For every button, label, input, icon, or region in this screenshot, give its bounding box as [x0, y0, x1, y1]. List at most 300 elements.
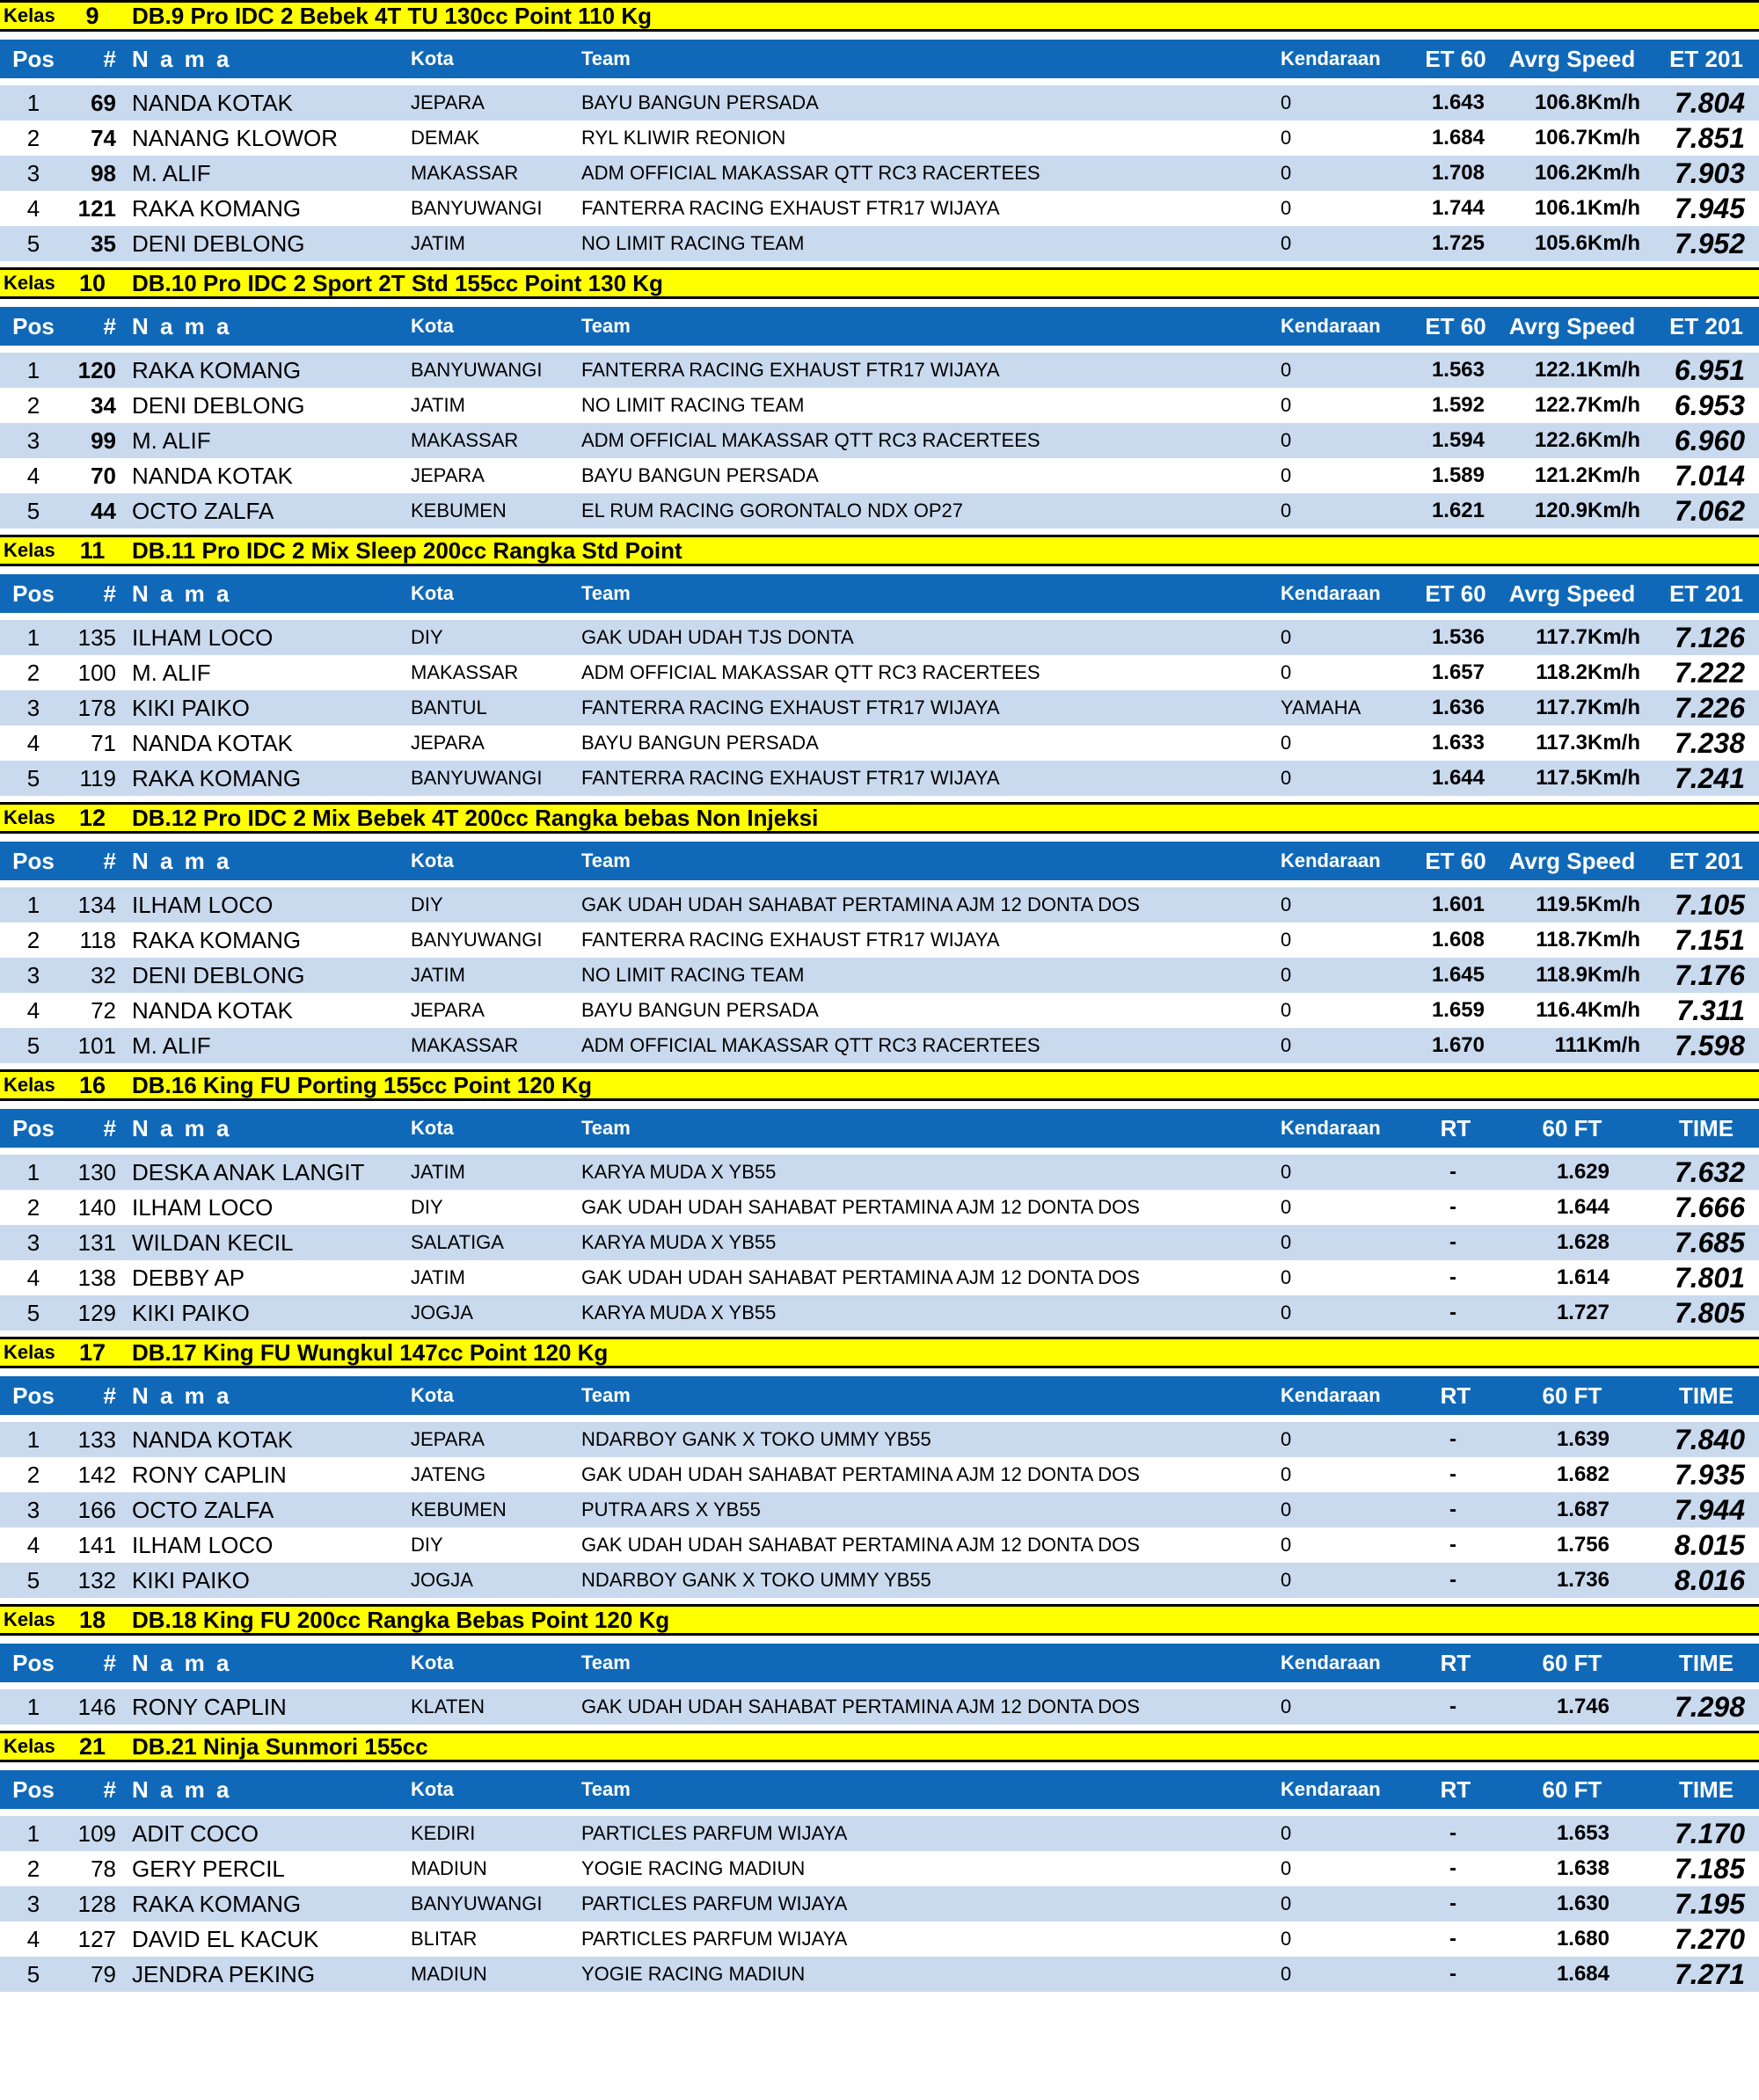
- header-pos: Pos: [12, 580, 55, 607]
- sixty-ft-cell: 1.680: [1556, 1927, 1609, 1951]
- start-number-cell: 74: [91, 125, 116, 151]
- start-number-cell: 146: [77, 1694, 116, 1720]
- city-cell: JEPARA: [411, 1428, 485, 1450]
- vehicle-cell: 0: [1281, 464, 1292, 486]
- vehicle-cell: YAMAHA: [1281, 696, 1361, 718]
- rt-cell: -: [1449, 1265, 1456, 1289]
- table-row: [0, 887, 1759, 922]
- table-row: [0, 1957, 1759, 1992]
- sixty-ft-cell: 1.756: [1556, 1533, 1609, 1557]
- city-cell: JEPARA: [411, 999, 485, 1021]
- city-cell: BANYUWANGI: [411, 1892, 543, 1914]
- team-cell: GAK UDAH UDAH SAHABAT PERTAMINA AJM 12 DONTA DOS: [581, 893, 1140, 915]
- header-nama: N a m a: [132, 580, 232, 607]
- start-number-cell: 100: [77, 660, 116, 686]
- kelas-label: Kelas: [4, 1074, 55, 1096]
- vehicle-cell: 0: [1281, 394, 1292, 416]
- et201-cell: 7.903: [1674, 157, 1745, 189]
- time-cell: 7.944: [1674, 1494, 1745, 1526]
- sixty-ft-cell: 1.644: [1556, 1195, 1609, 1219]
- city-cell: MAKASSAR: [411, 429, 519, 451]
- rt-cell: -: [1449, 1962, 1456, 1986]
- header-nama: N a m a: [132, 1382, 232, 1409]
- table-row: [0, 726, 1759, 761]
- rider-name-cell: RONY CAPLIN: [132, 1694, 287, 1720]
- et201-cell: 7.062: [1674, 495, 1745, 527]
- table-row: [0, 655, 1759, 690]
- class-title: DB.9 Pro IDC 2 Bebek 4T TU 130cc Point 110 Kg: [132, 3, 652, 29]
- header-kendaraan: Kendaraan: [1281, 1117, 1381, 1139]
- header-kota: Kota: [411, 1384, 454, 1406]
- position-cell: 3: [26, 1497, 40, 1523]
- sixty-ft-cell: 1.629: [1556, 1160, 1609, 1184]
- header-nama: N a m a: [132, 313, 232, 339]
- vehicle-cell: 0: [1281, 732, 1292, 754]
- rider-name-cell: NANDA KOTAK: [132, 730, 294, 756]
- et201-cell: 7.952: [1674, 228, 1745, 259]
- rider-name-cell: ADIT COCO: [132, 1820, 259, 1847]
- table-row: [0, 1689, 1759, 1724]
- time-cell: 7.935: [1674, 1459, 1745, 1491]
- vehicle-cell: 0: [1281, 1498, 1292, 1520]
- start-number-cell: 121: [77, 195, 116, 222]
- table-row: [0, 1457, 1759, 1492]
- avg-speed-cell: 120.9Km/h: [1534, 499, 1640, 522]
- header-col-1: RT: [1440, 1776, 1471, 1803]
- et60-cell: 1.633: [1431, 731, 1485, 755]
- class-title: DB.11 Pro IDC 2 Mix Sleep 200cc Rangka Std Point: [132, 537, 682, 564]
- kelas-number: 12: [78, 805, 106, 831]
- vehicle-cell: 0: [1281, 1569, 1292, 1591]
- header-number: #: [103, 1382, 116, 1409]
- header-pos: Pos: [12, 313, 55, 339]
- position-cell: 3: [26, 160, 40, 186]
- start-number-cell: 142: [77, 1462, 116, 1488]
- header-number: #: [103, 1650, 116, 1676]
- vehicle-cell: 0: [1281, 1534, 1292, 1556]
- header-col-1: RT: [1440, 1650, 1471, 1676]
- header-col-2: 60 FT: [1542, 1776, 1602, 1803]
- city-cell: SALATIGA: [411, 1231, 504, 1253]
- time-cell: 7.185: [1674, 1853, 1745, 1885]
- city-cell: KLATEN: [411, 1695, 485, 1717]
- city-cell: BANTUL: [411, 696, 487, 718]
- city-cell: DIY: [411, 626, 443, 648]
- position-cell: 5: [26, 230, 40, 257]
- rider-name-cell: M. ALIF: [132, 427, 211, 454]
- kelas-number: 10: [78, 270, 106, 296]
- vehicle-cell: 0: [1281, 1428, 1292, 1450]
- table-row: [0, 458, 1759, 493]
- time-cell: 7.195: [1674, 1888, 1745, 1920]
- et201-cell: 7.804: [1674, 87, 1745, 119]
- rt-cell: -: [1449, 1856, 1456, 1880]
- vehicle-cell: 0: [1281, 1695, 1292, 1717]
- class-title: DB.16 King FU Porting 155cc Point 120 Kg: [132, 1072, 592, 1098]
- vehicle-cell: 0: [1281, 91, 1292, 113]
- start-number-cell: 70: [91, 463, 116, 489]
- avg-speed-cell: 116.4Km/h: [1536, 998, 1640, 1022]
- header-kota: Kota: [411, 1117, 454, 1139]
- time-cell: 7.666: [1674, 1192, 1745, 1223]
- sixty-ft-cell: 1.736: [1556, 1568, 1609, 1592]
- start-number-cell: 71: [91, 730, 116, 756]
- table-row: [0, 958, 1759, 993]
- rt-cell: -: [1449, 1568, 1456, 1592]
- table-row: [0, 922, 1759, 958]
- start-number-cell: 98: [91, 160, 116, 186]
- position-cell: 1: [26, 357, 40, 383]
- team-cell: ADM OFFICIAL MAKASSAR QTT RC3 RACERTEES: [581, 429, 1040, 451]
- kelas-label: Kelas: [4, 4, 55, 26]
- header-col-2: Avrg Speed: [1508, 46, 1636, 72]
- header-col-2: Avrg Speed: [1508, 313, 1636, 339]
- header-number: #: [103, 580, 116, 607]
- header-team: Team: [581, 582, 631, 604]
- rider-name-cell: M. ALIF: [132, 160, 211, 186]
- sixty-ft-cell: 1.682: [1556, 1462, 1609, 1486]
- rider-name-cell: ILHAM LOCO: [132, 1532, 274, 1558]
- city-cell: BANYUWANGI: [411, 359, 543, 381]
- header-pos: Pos: [12, 848, 55, 874]
- et201-cell: 7.311: [1676, 995, 1745, 1026]
- vehicle-cell: 0: [1281, 127, 1292, 149]
- table-row: [0, 1921, 1759, 1957]
- table-row: [0, 191, 1759, 226]
- vehicle-cell: 0: [1281, 1161, 1292, 1183]
- vehicle-cell: 0: [1281, 359, 1292, 381]
- rider-name-cell: M. ALIF: [132, 1032, 211, 1059]
- city-cell: KEBUMEN: [411, 1498, 507, 1520]
- time-cell: 7.805: [1674, 1297, 1745, 1329]
- kelas-banner: [0, 535, 1759, 566]
- position-cell: 4: [26, 1926, 40, 1952]
- rider-name-cell: KIKI PAIKO: [132, 1300, 250, 1326]
- position-cell: 1: [26, 624, 40, 651]
- avg-speed-cell: 119.5Km/h: [1536, 893, 1640, 916]
- position-cell: 2: [26, 1462, 40, 1488]
- avg-speed-cell: 106.2Km/h: [1534, 161, 1640, 185]
- start-number-cell: 138: [77, 1265, 116, 1291]
- kelas-banner: [0, 802, 1759, 834]
- city-cell: BANYUWANGI: [411, 767, 543, 789]
- vehicle-cell: 0: [1281, 1034, 1292, 1056]
- rider-name-cell: DESKA ANAK LANGIT: [132, 1159, 365, 1185]
- team-cell: FANTERRA RACING EXHAUST FTR17 WIJAYA: [581, 197, 1000, 219]
- team-cell: PARTICLES PARFUM WIJAYA: [581, 1928, 848, 1950]
- kelas-banner: [0, 1069, 1759, 1101]
- class-title: DB.18 King FU 200cc Rangka Bebas Point 120 Kg: [132, 1607, 670, 1633]
- team-cell: NO LIMIT RACING TEAM: [581, 232, 805, 254]
- city-cell: DEMAK: [411, 127, 480, 149]
- vehicle-cell: 0: [1281, 964, 1292, 986]
- rider-name-cell: DAVID EL KACUK: [132, 1926, 319, 1952]
- team-cell: YOGIE RACING MADIUN: [581, 1963, 806, 1985]
- header-col-2: 60 FT: [1542, 1650, 1602, 1676]
- sixty-ft-cell: 1.687: [1556, 1498, 1609, 1521]
- avg-speed-cell: 106.7Km/h: [1534, 126, 1640, 149]
- kelas-banner: [0, 1731, 1759, 1762]
- city-cell: DIY: [411, 1534, 443, 1556]
- table-row: [0, 120, 1759, 156]
- start-number-cell: 120: [77, 357, 116, 383]
- team-cell: KARYA MUDA X YB55: [581, 1161, 777, 1183]
- position-cell: 4: [26, 997, 40, 1024]
- time-cell: 7.271: [1674, 1958, 1745, 1990]
- rt-cell: -: [1449, 1892, 1456, 1915]
- sixty-ft-cell: 1.653: [1556, 1821, 1609, 1845]
- header-kota: Kota: [411, 1778, 454, 1800]
- et201-cell: 7.014: [1674, 460, 1745, 492]
- team-cell: EL RUM RACING GORONTALO NDX OP27: [581, 499, 963, 521]
- city-cell: JOGJA: [411, 1302, 473, 1323]
- kelas-banner: [0, 0, 1759, 32]
- table-row: [0, 1295, 1759, 1331]
- table-row: [0, 1190, 1759, 1225]
- start-number-cell: 99: [91, 427, 116, 454]
- position-cell: 4: [26, 195, 40, 222]
- team-cell: NDARBOY GANK X TOKO UMMY YB55: [581, 1569, 931, 1591]
- table-row: [0, 620, 1759, 655]
- et60-cell: 1.659: [1431, 998, 1485, 1022]
- team-cell: FANTERRA RACING EXHAUST FTR17 WIJAYA: [581, 929, 1000, 951]
- header-col-2: Avrg Speed: [1508, 580, 1636, 607]
- position-cell: 3: [26, 1229, 40, 1256]
- et60-cell: 1.657: [1431, 660, 1485, 684]
- vehicle-cell: 0: [1281, 499, 1292, 521]
- header-team: Team: [581, 315, 631, 337]
- class-title: DB.17 King FU Wungkul 147cc Point 120 Kg: [132, 1339, 609, 1366]
- header-pos: Pos: [12, 1776, 55, 1803]
- start-number-cell: 140: [77, 1194, 116, 1221]
- rider-name-cell: DENI DEBLONG: [132, 230, 305, 257]
- position-cell: 1: [26, 1426, 40, 1453]
- table-row: [0, 388, 1759, 423]
- avg-speed-cell: 106.1Km/h: [1534, 196, 1640, 220]
- team-cell: GAK UDAH UDAH SAHABAT PERTAMINA AJM 12 DONTA DOS: [581, 1463, 1140, 1485]
- sixty-ft-cell: 1.639: [1556, 1427, 1609, 1451]
- position-cell: 2: [26, 1856, 40, 1882]
- header-number: #: [103, 313, 116, 339]
- sixty-ft-cell: 1.628: [1556, 1230, 1609, 1254]
- vehicle-cell: 0: [1281, 767, 1292, 789]
- et60-cell: 1.601: [1431, 893, 1485, 916]
- header-col-1: ET 60: [1425, 580, 1486, 607]
- header-col-1: RT: [1440, 1382, 1471, 1409]
- header-col-2: 60 FT: [1542, 1382, 1602, 1409]
- start-number-cell: 141: [77, 1532, 116, 1558]
- avg-speed-cell: 121.2Km/h: [1534, 463, 1640, 487]
- vehicle-cell: 0: [1281, 1892, 1292, 1914]
- header-col-3: TIME: [1678, 1650, 1734, 1676]
- city-cell: BANYUWANGI: [411, 929, 543, 951]
- column-header-row: [0, 574, 1759, 613]
- position-cell: 3: [26, 427, 40, 454]
- column-header-row: [0, 1770, 1759, 1809]
- kelas-label: Kelas: [4, 1735, 55, 1757]
- kelas-label: Kelas: [4, 1341, 55, 1363]
- vehicle-cell: 0: [1281, 1463, 1292, 1485]
- avg-speed-cell: 117.5Km/h: [1536, 766, 1640, 790]
- header-kendaraan: Kendaraan: [1281, 47, 1381, 69]
- position-cell: 2: [26, 125, 40, 151]
- position-cell: 1: [26, 1159, 40, 1185]
- header-number: #: [103, 46, 116, 72]
- et60-cell: 1.744: [1431, 196, 1485, 220]
- vehicle-cell: 0: [1281, 1266, 1292, 1288]
- et60-cell: 1.589: [1431, 463, 1485, 487]
- header-kendaraan: Kendaraan: [1281, 849, 1381, 871]
- et60-cell: 1.670: [1431, 1033, 1485, 1057]
- avg-speed-cell: 117.3Km/h: [1536, 731, 1640, 755]
- team-cell: GAK UDAH UDAH SAHABAT PERTAMINA AJM 12 DONTA DOS: [581, 1266, 1140, 1288]
- start-number-cell: 35: [91, 230, 116, 257]
- column-header-row: [0, 307, 1759, 346]
- position-cell: 5: [26, 498, 40, 524]
- rider-name-cell: RAKA KOMANG: [132, 357, 302, 383]
- table-row: [0, 423, 1759, 458]
- start-number-cell: 69: [91, 90, 116, 116]
- table-row: [0, 1028, 1759, 1063]
- start-number-cell: 101: [77, 1032, 116, 1059]
- table-row: [0, 1886, 1759, 1921]
- team-cell: GAK UDAH UDAH TJS DONTA: [581, 626, 854, 648]
- et201-cell: 6.960: [1674, 425, 1745, 456]
- start-number-cell: 131: [77, 1229, 116, 1256]
- header-team: Team: [581, 1384, 631, 1406]
- team-cell: ADM OFFICIAL MAKASSAR QTT RC3 RACERTEES: [581, 1034, 1040, 1056]
- class-title: DB.21 Ninja Sunmori 155cc: [132, 1733, 428, 1760]
- team-cell: FANTERRA RACING EXHAUST FTR17 WIJAYA: [581, 767, 1000, 789]
- vehicle-cell: 0: [1281, 929, 1292, 951]
- team-cell: PARTICLES PARFUM WIJAYA: [581, 1892, 848, 1914]
- rider-name-cell: NANDA KOTAK: [132, 1426, 294, 1453]
- kelas-number: 16: [78, 1072, 106, 1098]
- city-cell: MADIUN: [411, 1963, 487, 1985]
- et201-cell: 7.241: [1674, 762, 1745, 794]
- header-col-2: Avrg Speed: [1508, 848, 1636, 874]
- vehicle-cell: 0: [1281, 1857, 1292, 1879]
- header-col-3: ET 201: [1669, 46, 1743, 72]
- vehicle-cell: 0: [1281, 661, 1292, 683]
- start-number-cell: 132: [77, 1567, 116, 1593]
- position-cell: 5: [26, 1567, 40, 1593]
- et201-cell: 7.851: [1674, 122, 1745, 154]
- avg-speed-cell: 118.2Km/h: [1536, 660, 1640, 684]
- header-nama: N a m a: [132, 848, 232, 874]
- city-cell: JATIM: [411, 964, 465, 986]
- rider-name-cell: DEBBY AP: [132, 1265, 245, 1291]
- vehicle-cell: 0: [1281, 1963, 1292, 1985]
- city-cell: JATIM: [411, 394, 465, 416]
- team-cell: BAYU BANGUN PERSADA: [581, 732, 819, 754]
- table-row: [0, 1563, 1759, 1598]
- city-cell: JATENG: [411, 1463, 486, 1485]
- rider-name-cell: DENI DEBLONG: [132, 962, 305, 988]
- rider-name-cell: RONY CAPLIN: [132, 1462, 287, 1488]
- avg-speed-cell: 105.6Km/h: [1534, 231, 1640, 255]
- start-number-cell: 178: [77, 695, 116, 721]
- position-cell: 3: [26, 1891, 40, 1917]
- start-number-cell: 166: [77, 1497, 116, 1523]
- table-row: [0, 1422, 1759, 1457]
- et60-cell: 1.608: [1431, 928, 1485, 952]
- et201-cell: 6.951: [1674, 354, 1745, 386]
- avg-speed-cell: 118.7Km/h: [1536, 928, 1640, 952]
- city-cell: JATIM: [411, 232, 465, 254]
- rider-name-cell: KIKI PAIKO: [132, 695, 250, 721]
- table-row: [0, 993, 1759, 1028]
- vehicle-cell: 0: [1281, 893, 1292, 915]
- time-cell: 7.270: [1674, 1923, 1745, 1955]
- position-cell: 5: [26, 1032, 40, 1059]
- rider-name-cell: M. ALIF: [132, 660, 211, 686]
- header-kota: Kota: [411, 1652, 454, 1673]
- et201-cell: 7.126: [1674, 622, 1745, 653]
- team-cell: KARYA MUDA X YB55: [581, 1231, 777, 1253]
- header-col-3: TIME: [1678, 1115, 1734, 1141]
- start-number-cell: 34: [91, 392, 116, 419]
- et201-cell: 7.176: [1674, 959, 1745, 991]
- sixty-ft-cell: 1.746: [1556, 1695, 1609, 1718]
- avg-speed-cell: 122.1Km/h: [1534, 358, 1640, 382]
- avg-speed-cell: 106.8Km/h: [1534, 91, 1640, 114]
- team-cell: FANTERRA RACING EXHAUST FTR17 WIJAYA: [581, 359, 1000, 381]
- position-cell: 2: [26, 1194, 40, 1221]
- kelas-number: 21: [78, 1733, 106, 1760]
- et201-cell: 7.238: [1674, 727, 1745, 759]
- position-cell: 3: [26, 695, 40, 721]
- kelas-number: 9: [85, 3, 99, 29]
- et201-cell: 7.945: [1674, 193, 1745, 224]
- header-kota: Kota: [411, 47, 454, 69]
- team-cell: GAK UDAH UDAH SAHABAT PERTAMINA AJM 12 DONTA DOS: [581, 1196, 1140, 1218]
- avg-speed-cell: 122.7Km/h: [1534, 393, 1640, 417]
- rider-name-cell: NANANG KLOWOR: [132, 125, 339, 151]
- rt-cell: -: [1449, 1160, 1456, 1184]
- header-col-2: 60 FT: [1542, 1115, 1602, 1141]
- city-cell: JATIM: [411, 1266, 465, 1288]
- rt-cell: -: [1449, 1533, 1456, 1557]
- et201-cell: 7.222: [1674, 657, 1745, 689]
- kelas-number: 17: [78, 1339, 106, 1366]
- team-cell: RYL KLIWIR REONION: [581, 127, 786, 149]
- city-cell: JEPARA: [411, 732, 485, 754]
- kelas-label: Kelas: [4, 806, 55, 828]
- table-row: [0, 85, 1759, 120]
- header-team: Team: [581, 1652, 631, 1673]
- start-number-cell: 119: [79, 765, 116, 791]
- header-kendaraan: Kendaraan: [1281, 1384, 1381, 1406]
- start-number-cell: 135: [77, 624, 116, 651]
- header-pos: Pos: [12, 1382, 55, 1409]
- header-team: Team: [581, 1778, 631, 1800]
- et60-cell: 1.684: [1431, 126, 1485, 149]
- sixty-ft-cell: 1.727: [1556, 1301, 1609, 1324]
- sixty-ft-cell: 1.614: [1556, 1265, 1609, 1289]
- position-cell: 3: [26, 962, 40, 988]
- table-row: [0, 1260, 1759, 1295]
- rt-cell: -: [1449, 1927, 1456, 1951]
- start-number-cell: 134: [77, 892, 116, 918]
- vehicle-cell: 0: [1281, 626, 1292, 648]
- kelas-banner: [0, 1604, 1759, 1636]
- position-cell: 4: [26, 463, 40, 489]
- table-row: [0, 1225, 1759, 1260]
- header-col-1: ET 60: [1425, 848, 1486, 874]
- rider-name-cell: RAKA KOMANG: [132, 927, 302, 953]
- column-header-row: [0, 1644, 1759, 1682]
